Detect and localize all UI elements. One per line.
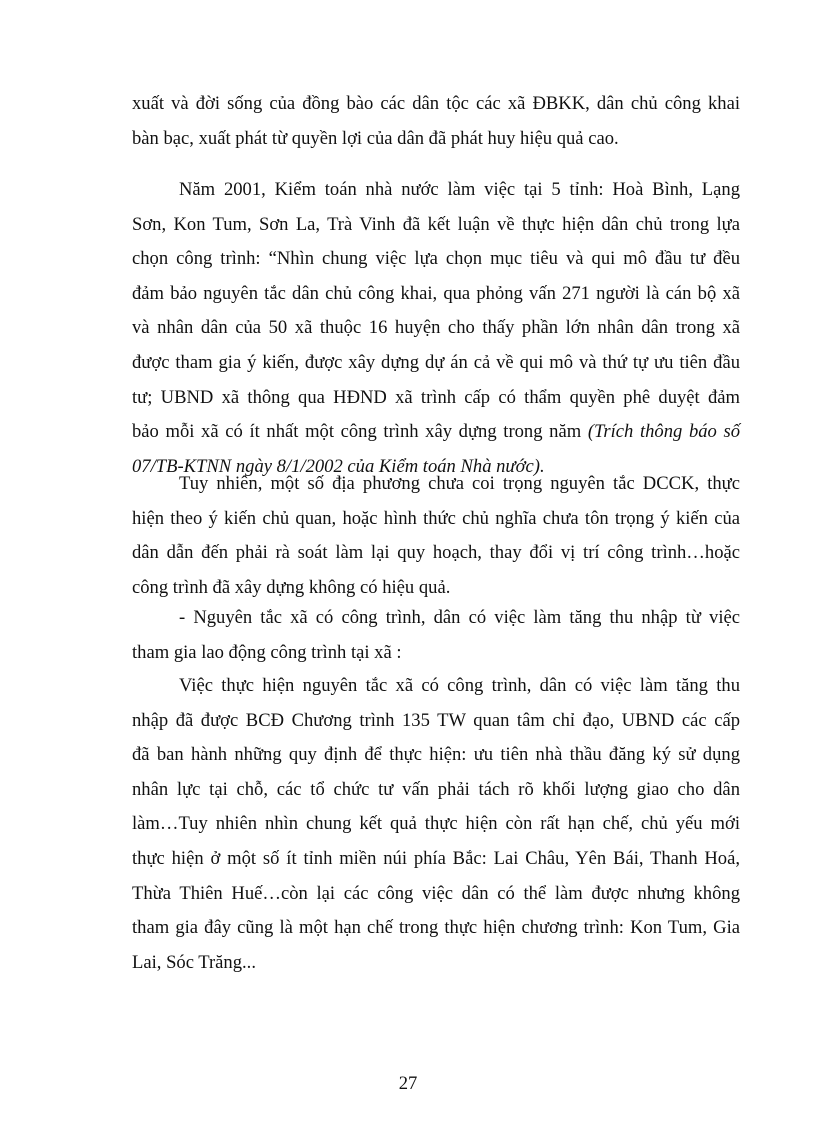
- text-line: đã ban hành những quy định để thực hiện: ưu tiên nhà thầu đăng ký sử dụng: [132, 744, 740, 766]
- paragraph-1: [132, 87, 740, 156]
- text-line: - Nguyên tắc xã có công trình, dân có việc làm tăng thu nhập từ việc: [179, 607, 740, 628]
- text-line: Sơn, Kon Tum, Sơn La, Trà Vinh đã kết luận về thực hiện dân chủ trong lựa: [132, 213, 740, 235]
- text-line: tư; UBND xã thông qua HĐND xã trình cấp có thẩm quyền phê duyệt đảm: [132, 386, 740, 408]
- paragraph-5: [132, 669, 740, 980]
- text-line: Năm 2001, Kiểm toán nhà nước làm việc tại 5 tỉnh: Hoà Bình, Lạng: [179, 179, 740, 200]
- text-line: nhập đã được BCĐ Chương trình 135 TW quan tâm chỉ đạo, UBND các cấp: [132, 709, 740, 731]
- text-line: thực hiện ở một số ít tỉnh miền núi phía Bắc: Lai Châu, Yên Bái, Thanh Hoá,: [132, 847, 740, 869]
- page-number: 27: [398, 1073, 418, 1094]
- paragraph-3: [132, 467, 740, 605]
- paragraph-2: [132, 173, 740, 484]
- text-line: công trình đã xây dựng không có hiệu quả.: [132, 576, 451, 598]
- text-line: Việc thực hiện nguyên tắc xã có công trình, dân có việc làm tăng thu: [179, 675, 740, 696]
- citation-text: 07/TB-KTNN ngày 8/1/2002 của Kiểm toán Nhà nước).: [132, 455, 545, 477]
- text-line: Thừa Thiên Huế…còn lại các công việc dân có thể làm được nhưng không: [132, 882, 740, 904]
- text-line: tham gia đây cũng là một hạn chế trong thực hiện chương trình: Kon Tum, Gia: [132, 917, 740, 939]
- text-line: bảo mỗi xã có ít nhất một công trình xây dựng trong năm (Trích thông báo số: [132, 421, 741, 443]
- text-line: tham gia lao động công trình tại xã :: [132, 641, 402, 663]
- text-line: làm…Tuy nhiên nhìn chung kết quả thực hiện còn rất hạn chế, chủ yếu mới: [132, 813, 740, 835]
- text-line: dân dẫn đến phải rà soát làm lại quy hoạch, thay đổi vị trí công trình…hoặc: [132, 542, 740, 564]
- text-line: được tham gia ý kiến, được xây dựng dự án cả về qui mô và thứ tự ưu tiên đầu: [132, 351, 740, 373]
- text-line: xuất và đời sống của đồng bào các dân tộc các xã ĐBKK, dân chủ công khai: [132, 93, 740, 114]
- text-line: Lai, Sóc Trăng...: [132, 951, 256, 973]
- text-line: đảm bảo nguyên tắc dân chủ công khai, qua phỏng vấn 271 người là cán bộ xã: [132, 282, 740, 304]
- text-line: và nhân dân của 50 xã thuộc 16 huyện cho thấy phần lớn nhân dân trong xã: [132, 317, 740, 339]
- citation-text: (Trích thông báo số: [587, 421, 741, 443]
- text-line: chọn công trình: “Nhìn chung việc lựa chọn mục tiêu và qui mô đầu tư đều: [132, 248, 740, 270]
- text-line: nhân lực tại chỗ, các tổ chức tư vấn phải tách rõ khối lượng giao cho dân: [132, 778, 740, 800]
- text-line: bàn bạc, xuất phát từ quyền lợi của dân đã phát huy hiệu quả cao.: [132, 127, 619, 149]
- text-line: hiện theo ý kiến chủ quan, hoặc hình thức chủ nghĩa chưa tôn trọng ý kiến của: [132, 507, 740, 529]
- paragraph-4: [132, 601, 740, 670]
- text-line: Tuy nhiên, một số địa phương chưa coi trọng nguyên tắc DCCK, thực: [179, 473, 740, 494]
